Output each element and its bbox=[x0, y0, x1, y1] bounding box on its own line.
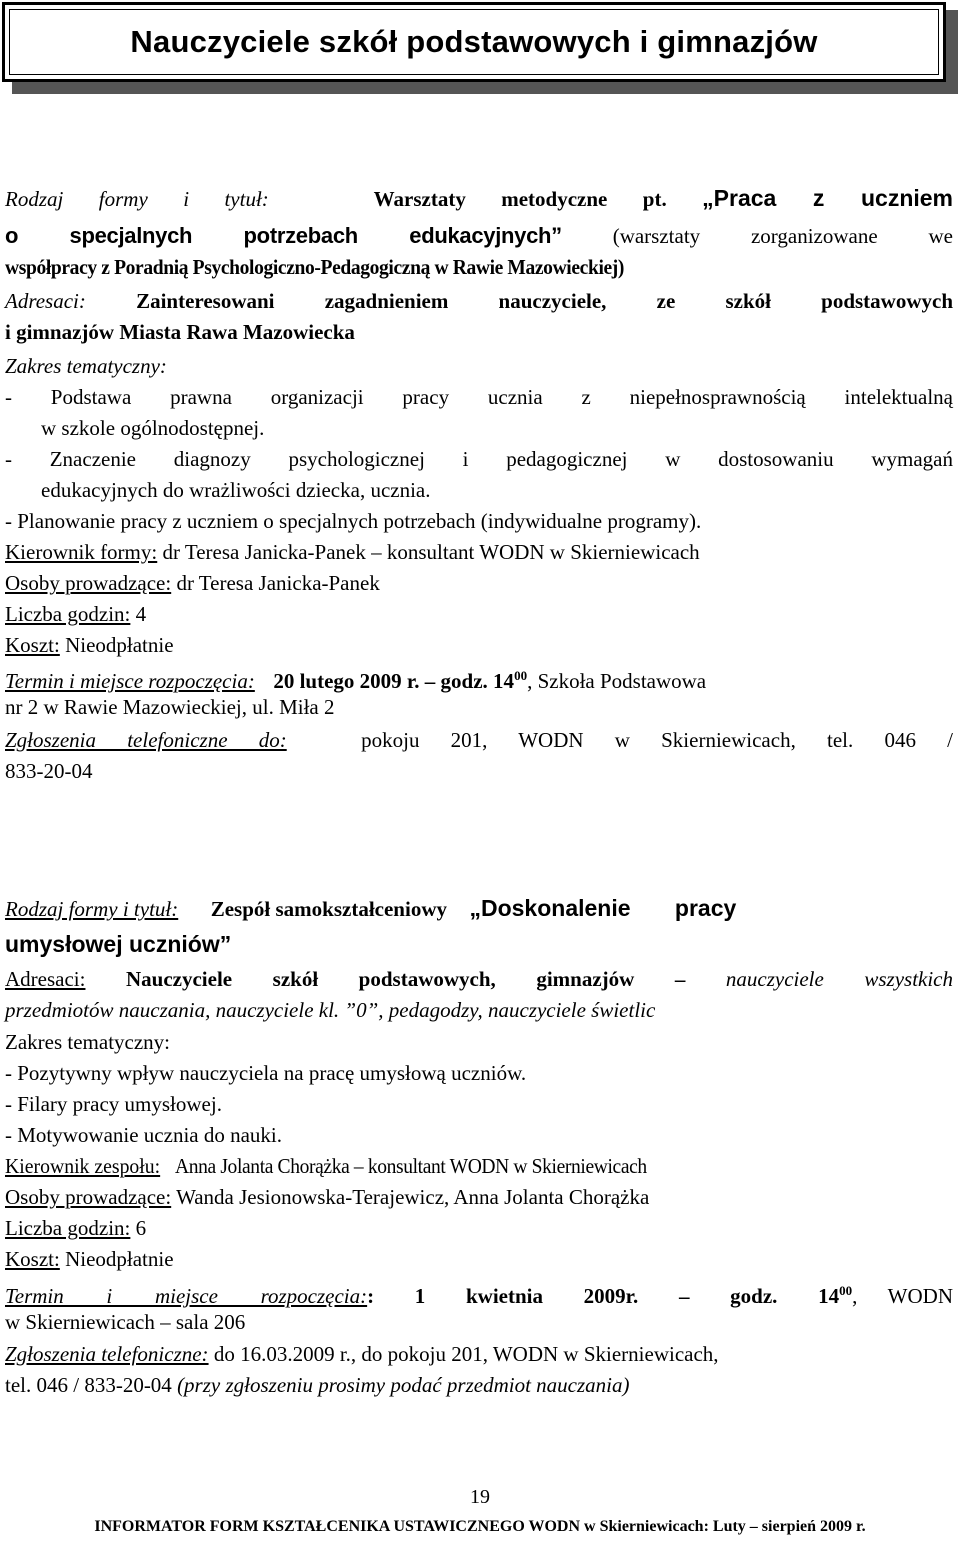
entry2-adresaci-line2 bbox=[5, 996, 953, 1026]
entry1-koszt-line bbox=[5, 631, 953, 661]
entry2-form-line bbox=[5, 894, 953, 924]
entry1-osoby: dr Teresa Janicka-Panek bbox=[176, 571, 380, 595]
entry1-note-b: współpracy z Poradnią Psychologiczno-Pedagogiczną w Rawie Mazowieckiej) bbox=[5, 255, 625, 279]
entry1-termin-sup: 00 bbox=[514, 668, 528, 683]
entry2-liczba: 6 bbox=[135, 1216, 147, 1240]
entry2-osoby: Wanda Jesionowska-Terajewicz, Anna Jolanta Chorążka bbox=[176, 1185, 650, 1209]
entry2-title-a: „Doskonalenie pracy bbox=[469, 895, 737, 921]
entry2-adresaci-bold: Nauczyciele szkół podstawowych, gimnazjów – bbox=[126, 967, 686, 991]
label-liczba-2: Liczba godzin: bbox=[5, 1216, 131, 1240]
entry2-termin-line2 bbox=[5, 1308, 953, 1338]
header-banner-inner bbox=[9, 9, 939, 75]
label-kierownik-zespolu: Kierownik zespołu: bbox=[5, 1154, 161, 1178]
entry1-termin-line bbox=[5, 662, 953, 692]
entry2-kierownik: Anna Jolanta Chorążka – konsultant WODN w Skierniewicach bbox=[175, 1154, 648, 1178]
label-zgloszenia-2: Zgłoszenia telefoniczne: bbox=[5, 1342, 209, 1366]
entry1-termin-date: 20 lutego 2009 r. – godz. 14 bbox=[273, 669, 515, 693]
label-rodzaj-2: Rodzaj formy i tytuł: bbox=[5, 897, 179, 921]
entry1-koszt: Nieodpłatnie bbox=[65, 633, 174, 657]
entry1-termin-street: Miła 2 bbox=[279, 695, 335, 719]
label-zgloszenia-do: Zgłoszenia telefoniczne do: bbox=[5, 728, 287, 752]
entry1-title-a: „Praca z uczniem bbox=[702, 185, 954, 211]
entry2-topic1: - Pozytywny wpływ nauczyciela na pracę umysłową uczniów. bbox=[5, 1061, 527, 1085]
entry1-termin-place: , Szkoła Podstawowa bbox=[527, 669, 707, 693]
entry1-liczba-line bbox=[5, 600, 953, 630]
label-liczba: Liczba godzin: bbox=[5, 602, 131, 626]
entry1-topic2-line2 bbox=[41, 476, 953, 506]
entry2-topic1-line bbox=[5, 1059, 953, 1089]
label-termin: Termin i miejsce rozpoczęcia: bbox=[5, 669, 255, 693]
entry1-topic1-line2 bbox=[41, 414, 953, 444]
entry2-zgloszenia-a2: , do pokoju 201, WODN w Skierniewicach, bbox=[350, 1342, 719, 1366]
label-zakres-2: Zakres tematyczny: bbox=[5, 1030, 171, 1054]
entry1-topic1-a: - Podstawa prawna organizacji pracy ucznia z niepełnosprawnością intelektualną bbox=[5, 385, 953, 409]
entry1-termin-line2 bbox=[5, 693, 953, 723]
entry1-topic2-b: edukacyjnych do wrażliwości dziecka, ucznia. bbox=[41, 478, 431, 502]
entry1-note-a: (warsztaty zorganizowane we bbox=[612, 224, 953, 248]
entry2-osoby-line bbox=[5, 1183, 953, 1213]
entry1-topic2-line bbox=[5, 445, 953, 475]
entry1-title-line bbox=[5, 222, 953, 252]
entry1-topic3: - Planowanie pracy z uczniem o specjalnych potrzebach (indywidualne programy). bbox=[5, 509, 702, 533]
label-zakres: Zakres tematyczny: bbox=[5, 354, 167, 378]
label-adresaci: Adresaci: bbox=[5, 289, 86, 313]
entry1-zgloszenia-b: 833-20-04 bbox=[5, 759, 93, 783]
entry2-zgloszenia-line2 bbox=[5, 1371, 953, 1401]
entry1-title-b: o specjalnych potrzebach edukacyjnych” bbox=[5, 223, 562, 248]
entry1-kierownik: dr Teresa Janicka-Panek – konsultant WODN w Skierniewicach bbox=[162, 540, 700, 564]
entry2-kierownik-line bbox=[5, 1152, 953, 1182]
entry2-topic3: - Motywowanie ucznia do nauki. bbox=[5, 1123, 283, 1147]
entry2-koszt-line bbox=[5, 1245, 953, 1275]
page-title: Nauczyciele szkół podstawowych i gimnazjów bbox=[130, 24, 818, 59]
entry1-osoby-line bbox=[5, 569, 953, 599]
entry2-adresaci-line bbox=[5, 965, 953, 995]
entry1-termin-b: nr 2 w Rawie Mazowieckiej, ul. bbox=[5, 695, 274, 719]
label-kierownik-formy: Kierownik formy: bbox=[5, 540, 158, 564]
entry2-termin-place: , WODN bbox=[852, 1284, 953, 1308]
entry1-zakres-line bbox=[5, 352, 953, 382]
entry2-liczba-line bbox=[5, 1214, 953, 1244]
label-termin-2: Termin i miejsce rozpoczęcia: bbox=[5, 1284, 368, 1308]
entry1-kierownik-line bbox=[5, 538, 953, 568]
footer-text: INFORMATOR FORM KSZTAŁCENIKA USTAWICZNEGO WODN w Skierniewicach: Luty – sierpień 2009 r. bbox=[94, 1518, 866, 1535]
label-osoby: Osoby prowadzące: bbox=[5, 571, 172, 595]
entry2-title-b: umysłowej uczniów” bbox=[5, 931, 232, 957]
entry1-note-line bbox=[5, 253, 953, 283]
entry1-adresaci-a: Zainteresowani zagadnieniem nauczyciele, ze szkół podstawowych bbox=[136, 289, 953, 313]
entry1-topic1-line bbox=[5, 383, 953, 413]
entry2-title-line bbox=[5, 930, 953, 960]
entry2-topic2: - Filary pracy umysłowej. bbox=[5, 1092, 222, 1116]
entry1-zgloszenia-a: pokoju 201, WODN w Skierniewicach, tel. 046 / bbox=[361, 728, 953, 752]
entry2-zgloszenia-line bbox=[5, 1340, 953, 1370]
entry2-zgloszenia-b1: tel. 046 / 833-20-04 bbox=[5, 1373, 172, 1397]
entry2-termin-sup: 00 bbox=[839, 1283, 853, 1298]
entry2-termin-line bbox=[5, 1277, 953, 1307]
entry2-form-prefix: Zespół samokształceniowy bbox=[210, 897, 447, 921]
entry1-form-line bbox=[5, 184, 953, 214]
header-banner bbox=[2, 2, 946, 82]
label-rodzaj: Rodzaj formy i tytuł: bbox=[5, 187, 269, 211]
entry2-zgloszenia-b2: (przy zgłoszeniu prosimy podać przedmiot nauczania) bbox=[177, 1373, 630, 1397]
entry1-topic2-a: - Znaczenie diagnozy psychologicznej i pedagogicznej w dostosowaniu wymagań bbox=[5, 447, 953, 471]
entry2-termin-date: : 1 kwietnia 2009r. – godz. 14 bbox=[367, 1284, 840, 1308]
label-adresaci-2: Adresaci: bbox=[5, 967, 86, 991]
entry2-topic2-line bbox=[5, 1090, 953, 1120]
label-koszt-2: Koszt: bbox=[5, 1247, 60, 1271]
label-osoby-2: Osoby prowadzące: bbox=[5, 1185, 172, 1209]
entry1-zgloszenia-line2 bbox=[5, 757, 953, 787]
entry1-adresaci-b: i gimnazjów Miasta Rawa Mazowiecka bbox=[5, 320, 355, 344]
entry1-form-prefix: Warsztaty metodyczne pt. bbox=[373, 187, 667, 211]
label-koszt: Koszt: bbox=[5, 633, 60, 657]
entry2-topic3-line bbox=[5, 1121, 953, 1151]
entry2-zakres-line bbox=[5, 1028, 953, 1058]
entry1-adresaci-line2 bbox=[5, 318, 953, 348]
page-number: 19 bbox=[470, 1486, 490, 1508]
entry2-koszt: Nieodpłatnie bbox=[65, 1247, 174, 1271]
entry1-liczba: 4 bbox=[135, 602, 147, 626]
entry2-adresaci-ital-b: przedmiotów nauczania, nauczyciele kl. ”0”, pedagodzy, nauczyciele świetlic bbox=[5, 998, 656, 1022]
entry1-topic1-b: w szkole ogólnodostępnej. bbox=[41, 416, 265, 440]
entry2-termin-b: w Skierniewicach – sala 206 bbox=[5, 1310, 246, 1334]
entry2-adresaci-ital-a: nauczyciele wszystkich bbox=[725, 967, 954, 991]
entry1-adresaci-line bbox=[5, 287, 953, 317]
entry2-zgloszenia-a1: do 16.03.2009 r. bbox=[213, 1342, 351, 1366]
entry1-topic3-line bbox=[5, 507, 953, 537]
entry1-zgloszenia-line bbox=[5, 726, 953, 756]
